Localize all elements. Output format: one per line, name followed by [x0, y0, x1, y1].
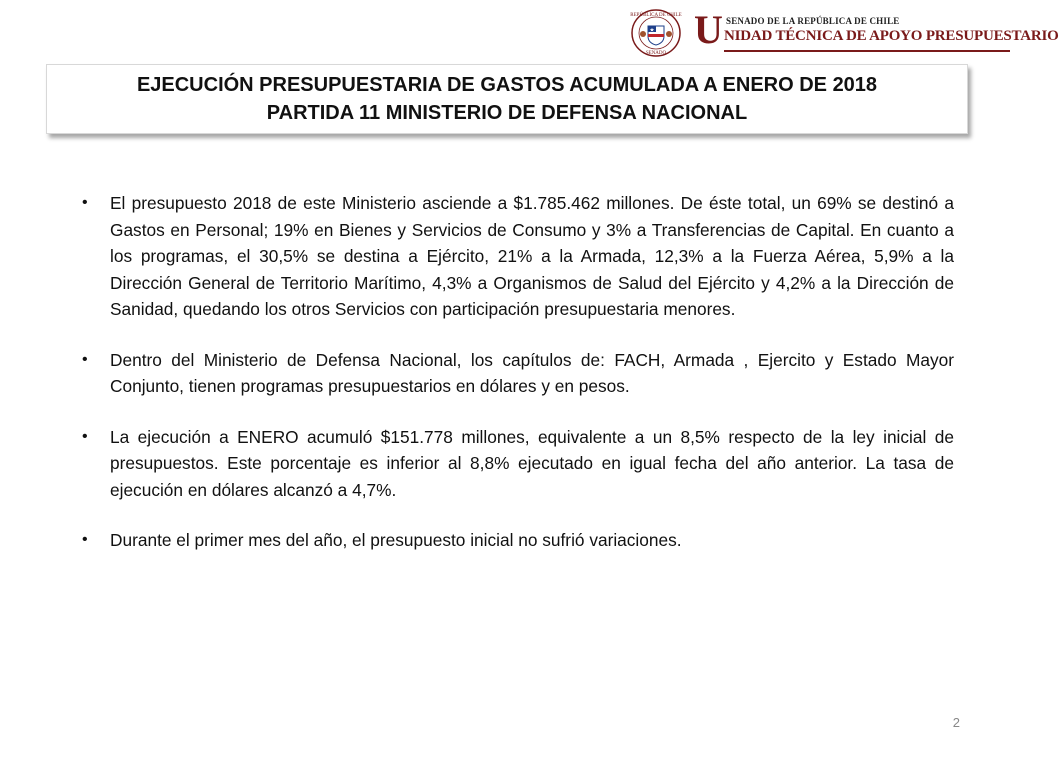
bullet-text: La ejecución a ENERO acumuló $151.778 millones, equivalente a un 8,5% respecto de la ley inicial de presupuestos. Este porcentaje es inferior al 8,8% ejecutado en igual fecha del año anterior. La tasa de ejecución en dólares alcanzó a 4,7%.: [110, 426, 954, 500]
bullet-marker: •: [82, 427, 88, 445]
bullet-item: [76, 190, 954, 323]
logo-wordmark: [694, 7, 1059, 56]
senate-seal-icon: [624, 8, 688, 58]
logo-underline: [724, 50, 1010, 52]
header-logo: [624, 7, 1059, 58]
seal-top-text: REPÚBLICA DE CHILE: [630, 13, 682, 18]
bullet-marker: •: [82, 350, 88, 368]
page-number: 2: [952, 715, 960, 730]
bullet-marker: •: [82, 531, 88, 548]
bullet-item: [76, 347, 954, 400]
bullet-text: Dentro del Ministerio de Defensa Nacional, los capítulos de: FACH, Armada , Ejercito y Estado Mayor Conjunto, tienen programas presupuestarios en dólares y en pesos.: [110, 349, 954, 396]
bullet-item: [76, 424, 954, 504]
bullet-item: [76, 527, 954, 554]
logo-initial: U: [694, 7, 723, 52]
bullet-text: El presupuesto 2018 de este Ministerio asciende a $1.785.462 millones. De éste total, un 69% se destinó a Gastos en Personal; 19% en Bienes y Servicios de Consumo y 3% a Transferencias de Capital. En cuanto a los programas, el 30,5% se destina a Ejército, 21% a la Armada, 12,3% a la Fuerza Aérea, 5,9% a la Dirección General de Territorio Marítimo, 4,3% a Organismos de Salud del Ejército y 4,2% a la Dirección de Sanidad, quedando los otros Servicios con participación presupuestaria menores.: [110, 193, 954, 319]
logo-senado-line: SENADO DE LA REPÚBLICA DE CHILE: [726, 16, 900, 26]
title-line-1: EJECUCIÓN PRESUPUESTARIA DE GASTOS ACUMULADA A ENERO DE 2018: [136, 74, 878, 96]
bullet-list: [76, 190, 954, 578]
bullet-marker: •: [82, 194, 88, 211]
logo-unidad-line: NIDAD TÉCNICA DE APOYO PRESUPUESTARIO: [724, 28, 1059, 44]
title-box: [46, 64, 968, 134]
seal-bottom-text: SENADO: [645, 51, 667, 56]
bullet-text: Durante el primer mes del año, el presupuesto inicial no sufrió variaciones.: [110, 530, 682, 550]
title-line-2: PARTIDA 11 MINISTERIO DE DEFENSA NACIONAL: [266, 102, 748, 124]
